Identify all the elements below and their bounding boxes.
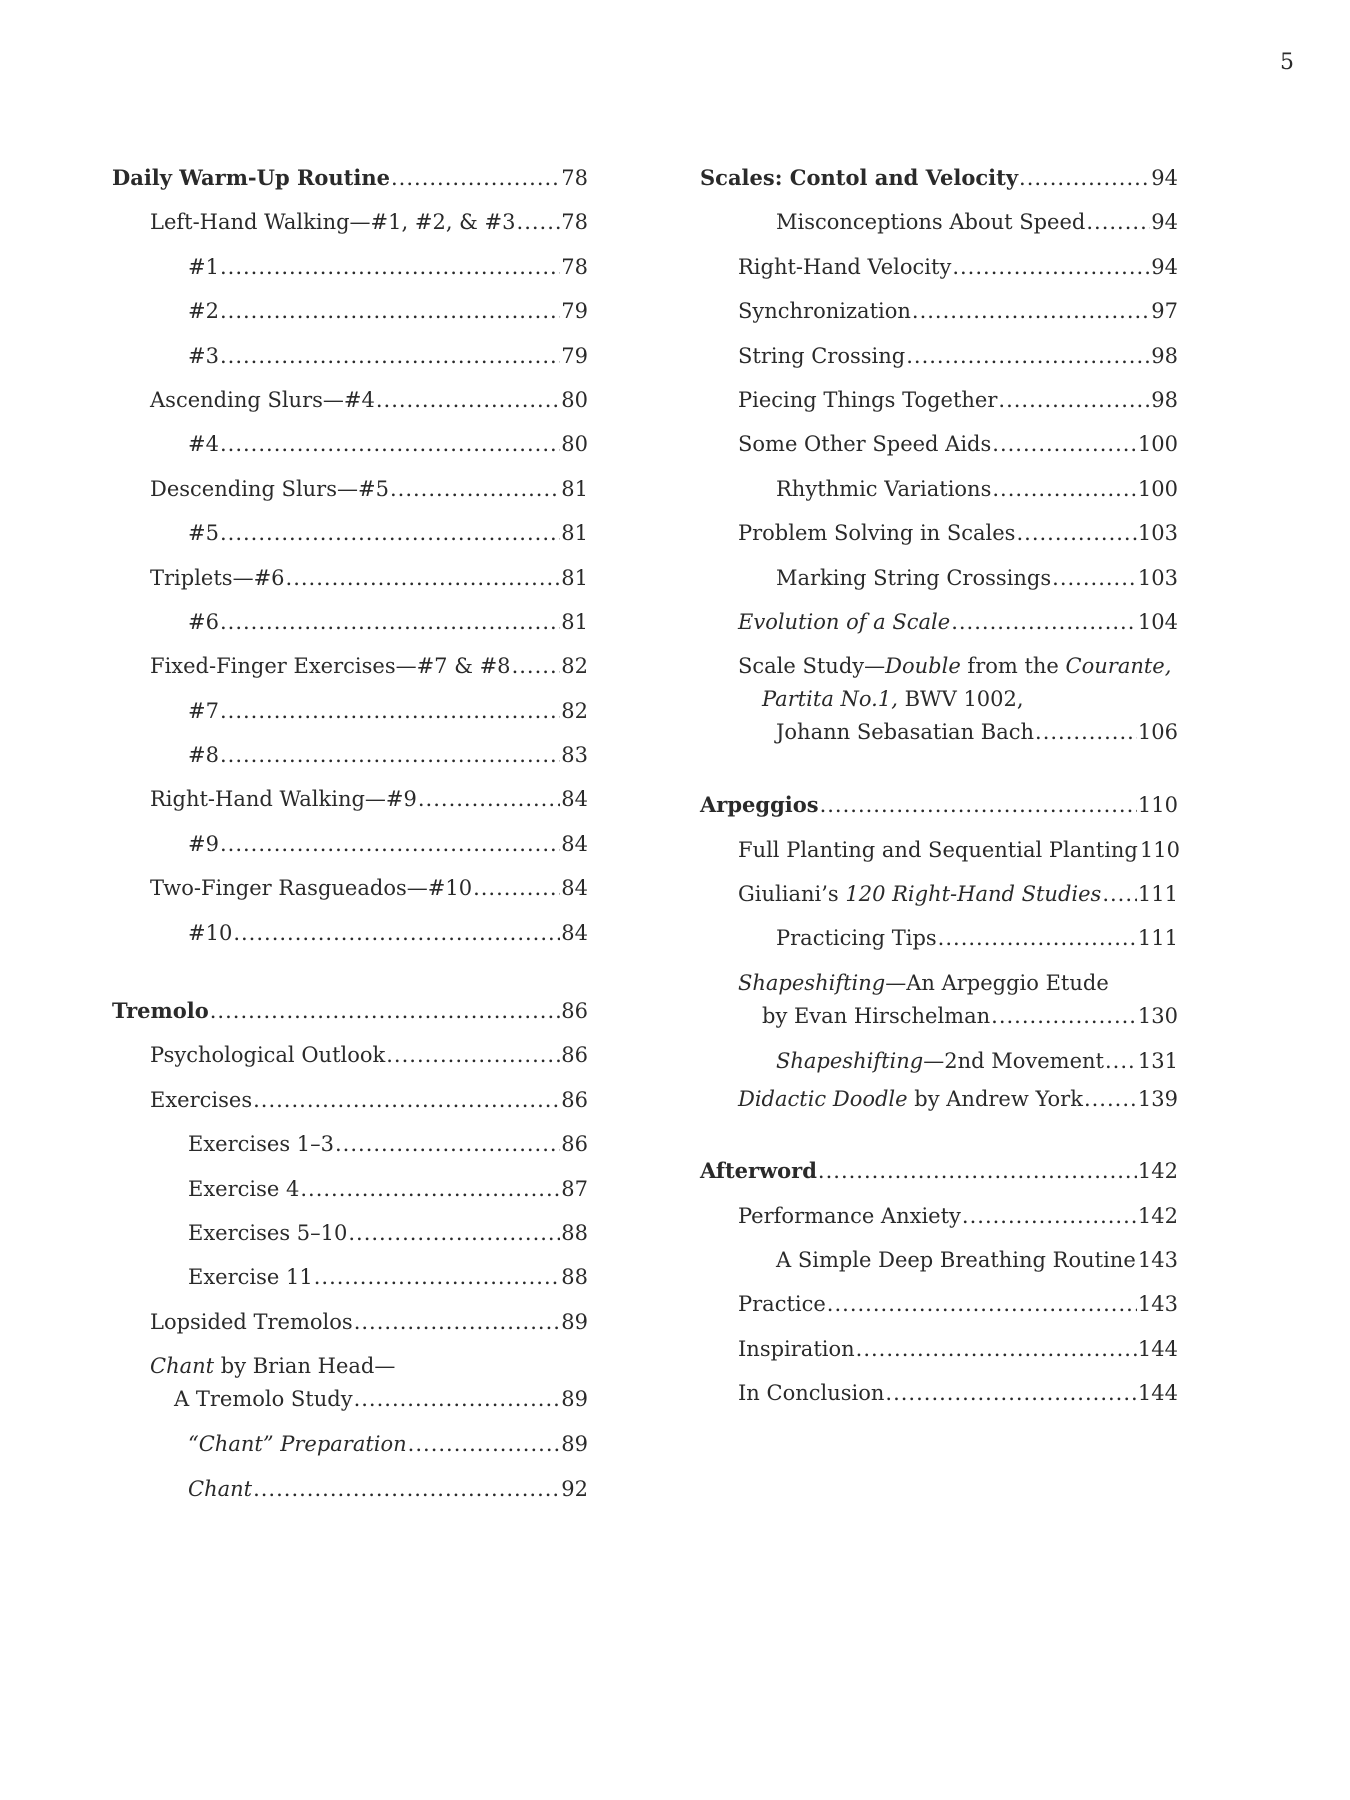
dot-leader	[818, 1149, 1137, 1193]
toc-title: Afterword	[700, 1158, 817, 1184]
toc-title: #3	[188, 343, 219, 368]
toc-page-number: 98	[1151, 343, 1178, 368]
dot-leader	[386, 1033, 560, 1077]
toc-page-number: 82	[561, 698, 588, 723]
toc-title: Psychological Outlook	[150, 1043, 386, 1068]
toc-title: #8	[188, 743, 219, 768]
toc-entry[interactable]	[700, 467, 1178, 511]
toc-title: #1	[188, 254, 219, 279]
toc-page-number: 100	[1137, 476, 1178, 501]
dot-leader	[991, 1000, 1137, 1033]
toc-page-number: 78	[561, 254, 588, 279]
toc-page-number: 142	[1137, 1159, 1178, 1184]
toc-section-heading[interactable]	[700, 1149, 1178, 1193]
toc-page-number: 81	[561, 565, 588, 590]
toc-entry[interactable]	[112, 511, 588, 555]
toc-title: Left-Hand Walking—#1, #2, & #3	[150, 210, 516, 235]
toc-entry[interactable]	[112, 1033, 588, 1077]
toc-page-number: 143	[1137, 1248, 1178, 1273]
dot-leader	[938, 916, 1137, 960]
toc-title-text: BWV 1002,	[897, 687, 1024, 712]
toc-title-text: —2nd Movement	[923, 1048, 1104, 1073]
toc-title-text: —An Arpeggio Etude	[885, 970, 1109, 995]
toc-page-number: 86	[561, 1043, 588, 1068]
dot-leader	[354, 1300, 561, 1344]
toc-title: A Simple Deep Breathing Routine	[776, 1248, 1136, 1273]
toc-entry[interactable]	[112, 200, 588, 244]
toc-title: Marking String Crossings	[776, 565, 1052, 590]
toc-page-number: 81	[561, 521, 588, 546]
toc-title-text: from the	[960, 654, 1066, 679]
toc-page-number: 81	[561, 609, 588, 634]
toc-title: Piecing Things Together	[738, 387, 998, 412]
toc-entry[interactable]	[112, 467, 588, 511]
toc-title-italic: Didactic Doodle	[738, 1087, 908, 1112]
toc-page-number: 82	[561, 654, 588, 679]
toc-entry[interactable]	[112, 1255, 588, 1299]
toc-page-number: 111	[1137, 882, 1178, 907]
toc-entry[interactable]	[112, 378, 588, 422]
dot-leader	[390, 467, 560, 511]
toc-title: Practice	[738, 1292, 826, 1317]
toc-page-number: 80	[561, 387, 588, 412]
dot-leader	[253, 1078, 560, 1122]
dot-leader	[952, 245, 1150, 289]
toc-title: Inspiration	[738, 1336, 855, 1361]
toc-entry[interactable]	[112, 1467, 588, 1511]
toc-entry[interactable]	[700, 200, 1178, 244]
dot-leader	[906, 334, 1150, 378]
toc-entry[interactable]	[112, 1078, 588, 1122]
toc-entry[interactable]	[112, 1300, 588, 1344]
toc-title: #2	[188, 299, 219, 324]
toc-entry[interactable]	[700, 872, 1178, 916]
toc-title: Right-Hand Velocity	[738, 254, 952, 279]
toc-page-number: 84	[561, 831, 588, 856]
toc-right-column	[700, 156, 1178, 1416]
toc-entry[interactable]	[112, 600, 588, 644]
toc-title-text: by Andrew York	[907, 1087, 1083, 1112]
dot-leader	[992, 422, 1137, 466]
toc-title: Ascending Slurs—#4	[150, 387, 375, 412]
toc-title-line	[112, 1350, 588, 1383]
toc-page-number: 106	[1137, 720, 1178, 745]
toc-entry[interactable]	[700, 600, 1178, 644]
toc-entry[interactable]	[700, 556, 1178, 600]
dot-leader	[912, 289, 1150, 333]
dot-leader	[951, 600, 1137, 644]
toc-entry[interactable]	[112, 422, 588, 466]
toc-page-number: 144	[1137, 1336, 1178, 1361]
dot-leader	[220, 422, 560, 466]
toc-page-number: 110	[1139, 837, 1180, 862]
toc-page-number: 86	[561, 1132, 588, 1157]
dot-leader	[354, 1383, 561, 1416]
toc-title: Two-Finger Rasgueados—#10	[150, 876, 473, 901]
dot-leader	[253, 1467, 560, 1511]
toc-page-number: 131	[1137, 1048, 1178, 1073]
toc-page-number: 139	[1137, 1087, 1178, 1112]
toc-page-number: 79	[561, 343, 588, 368]
toc-entry[interactable]	[700, 1371, 1178, 1415]
toc-title: Scales: Contol and Velocity	[700, 165, 1019, 190]
toc-title: Exercise 4	[188, 1176, 300, 1201]
toc-page-number: 111	[1137, 926, 1178, 951]
toc-title: “Chant” Preparation	[188, 1432, 407, 1457]
toc-page-number: 144	[1137, 1381, 1178, 1406]
toc-title: #6	[188, 609, 219, 634]
toc-entry[interactable]	[112, 245, 588, 289]
toc-page-number: 89	[561, 1432, 588, 1457]
toc-page-number: 92	[561, 1476, 588, 1501]
toc-entry[interactable]	[112, 334, 588, 378]
dot-leader	[827, 1282, 1137, 1326]
toc-title: #4	[188, 432, 219, 457]
toc-title-italic: 120 Right-Hand Studies	[845, 882, 1102, 907]
toc-page-number: 89	[561, 1387, 588, 1412]
toc-title: Daily Warm-Up Routine	[112, 165, 390, 190]
toc-entry[interactable]	[700, 245, 1178, 289]
toc-page-number: 88	[561, 1220, 588, 1245]
dot-leader	[517, 200, 561, 244]
toc-entry[interactable]	[700, 1238, 1178, 1282]
toc-section-heading[interactable]	[112, 989, 588, 1033]
toc-page-number: 94	[1151, 210, 1178, 235]
toc-page-number: 110	[1137, 793, 1178, 818]
toc-title: Fixed-Finger Exercises—#7 & #8	[150, 654, 511, 679]
dot-leader	[314, 1255, 561, 1299]
dot-leader	[1086, 200, 1150, 244]
dot-leader	[418, 777, 560, 821]
toc-entry[interactable]	[700, 1039, 1178, 1083]
dot-leader	[473, 866, 560, 910]
toc-page-number: 86	[561, 999, 588, 1024]
toc-title: In Conclusion	[738, 1381, 885, 1406]
dot-leader	[1105, 1039, 1137, 1083]
toc-page-number: 78	[561, 210, 588, 235]
dot-leader	[210, 989, 561, 1033]
dot-leader	[286, 556, 561, 600]
toc-entry-scale-study[interactable]	[700, 650, 1178, 749]
toc-entry[interactable]	[700, 828, 1178, 872]
dot-leader	[220, 689, 560, 733]
toc-title: Exercises 5–10	[188, 1220, 348, 1245]
toc-title: Descending Slurs—#5	[150, 476, 389, 501]
toc-entry[interactable]	[700, 1083, 1178, 1115]
dot-leader	[348, 1211, 560, 1255]
toc-title-italic: Chant	[150, 1354, 215, 1379]
toc-title: A Tremolo Study	[174, 1387, 353, 1412]
toc-page-number: 81	[561, 476, 588, 501]
toc-title-line	[700, 650, 1178, 683]
toc-page-number: 88	[561, 1265, 588, 1290]
toc-page-number: 87	[561, 1176, 588, 1201]
toc-entry[interactable]	[700, 511, 1178, 555]
toc-title: Right-Hand Walking—#9	[150, 787, 417, 812]
toc-page-number: 104	[1137, 609, 1178, 634]
toc-entry[interactable]	[700, 1327, 1178, 1371]
toc-title: #9	[188, 831, 219, 856]
toc-page-number: 143	[1137, 1292, 1178, 1317]
toc-page-number: 86	[561, 1087, 588, 1112]
toc-title: Exercises 1–3	[188, 1132, 334, 1157]
toc-title: Exercise 11	[188, 1265, 313, 1290]
dot-leader	[1052, 556, 1137, 600]
toc-title-text: Giuliani’s	[738, 882, 846, 907]
toc-title: Full Planting and Sequential Planting	[738, 837, 1138, 862]
toc-title: #5	[188, 521, 219, 546]
dot-leader	[408, 1422, 561, 1466]
toc-page-number: 84	[561, 787, 588, 812]
toc-title: Triplets—#6	[150, 565, 285, 590]
toc-entry[interactable]	[700, 378, 1178, 422]
dot-leader	[391, 156, 560, 200]
toc-page-number: 97	[1151, 299, 1178, 324]
toc-title: Johann Sebasatian Bach	[776, 720, 1035, 745]
toc-title: Exercises	[150, 1087, 253, 1112]
dot-leader	[220, 289, 560, 333]
toc-page-number: 98	[1151, 387, 1178, 412]
toc-title: Chant	[188, 1476, 253, 1501]
toc-entry-shapeshifting[interactable]	[700, 967, 1178, 1033]
dot-leader	[998, 378, 1150, 422]
toc-title-text: by Brian Head—	[214, 1354, 396, 1379]
dot-leader	[512, 644, 561, 688]
dot-leader	[1019, 156, 1150, 200]
toc-title: Misconceptions About Speed	[776, 210, 1086, 235]
toc-title: #10	[188, 920, 233, 945]
toc-page-number: 89	[561, 1309, 588, 1334]
toc-title: Arpeggios	[700, 792, 819, 818]
dot-leader	[220, 334, 560, 378]
dot-leader	[992, 467, 1137, 511]
dot-leader	[220, 600, 560, 644]
toc-entry[interactable]	[112, 289, 588, 333]
dot-leader	[1084, 1083, 1137, 1115]
toc-entry[interactable]	[112, 822, 588, 866]
toc-page-number: 130	[1137, 1003, 1178, 1028]
toc-title: Some Other Speed Aids	[738, 432, 992, 457]
toc-entry[interactable]	[112, 866, 588, 910]
toc-title: Rhythmic Variations	[776, 476, 992, 501]
toc-title: Problem Solving in Scales	[738, 521, 1016, 546]
toc-title-line	[700, 967, 1178, 1000]
toc-title-italic: Courante,	[1065, 654, 1172, 679]
page-number: 5	[1280, 50, 1294, 75]
toc-title-line	[700, 683, 1178, 716]
toc-entry[interactable]	[700, 334, 1178, 378]
toc-entry[interactable]	[112, 1422, 588, 1466]
toc-title: Practicing Tips	[776, 926, 937, 951]
toc-page-number: 142	[1137, 1203, 1178, 1228]
toc-entry[interactable]	[700, 916, 1178, 960]
toc-section-heading[interactable]	[700, 783, 1178, 827]
toc-entry[interactable]	[112, 911, 588, 955]
toc-page-number: 103	[1137, 565, 1178, 590]
toc-entry[interactable]	[112, 689, 588, 733]
toc-title: Tremolo	[112, 998, 209, 1024]
dot-leader	[1016, 511, 1136, 555]
toc-entry-continuation	[700, 716, 1178, 749]
toc-title: #7	[188, 698, 219, 723]
toc-title: Performance Anxiety	[738, 1203, 961, 1228]
toc-entry[interactable]	[112, 1122, 588, 1166]
dot-leader	[962, 1194, 1137, 1238]
toc-entry[interactable]	[112, 556, 588, 600]
dot-leader	[376, 378, 560, 422]
toc-page-number: 84	[561, 920, 588, 945]
toc-entry[interactable]	[112, 733, 588, 777]
toc-entry[interactable]	[700, 1282, 1178, 1326]
toc-page-number: 100	[1137, 432, 1178, 457]
dot-leader	[220, 511, 560, 555]
toc-left-column	[112, 156, 588, 1511]
dot-leader	[885, 1371, 1137, 1415]
toc-page-number: 80	[561, 432, 588, 457]
dot-leader	[233, 911, 560, 955]
dot-leader	[300, 1167, 560, 1211]
toc-page-number: 78	[561, 166, 588, 190]
toc-page-number: 103	[1137, 521, 1178, 546]
toc-section-heading[interactable]	[112, 156, 588, 200]
toc-title: Synchronization	[738, 299, 911, 324]
toc-entry[interactable]	[112, 1211, 588, 1255]
toc-title: by Evan Hirschelman	[762, 1003, 991, 1028]
toc-entry[interactable]	[112, 777, 588, 821]
toc-entry[interactable]	[112, 1167, 588, 1211]
toc-title-text: Scale Study—	[738, 654, 886, 679]
toc-title-italic: Partita No.1,	[762, 687, 898, 712]
toc-title-italic: Shapeshifting	[776, 1048, 924, 1073]
toc-page-number: 94	[1151, 166, 1178, 190]
toc-page-number: 79	[561, 299, 588, 324]
dot-leader	[220, 733, 560, 777]
dot-leader	[856, 1327, 1137, 1371]
toc-title-italic: Double	[885, 654, 961, 679]
toc-entry[interactable]	[700, 422, 1178, 466]
toc-section-heading[interactable]	[700, 156, 1178, 200]
toc-title: Evolution of a Scale	[738, 609, 951, 634]
toc-entry-chant[interactable]	[112, 1350, 588, 1416]
toc-page-number: 94	[1151, 254, 1178, 279]
toc-entry[interactable]	[112, 644, 588, 688]
dot-leader	[1035, 716, 1137, 749]
toc-entry[interactable]	[700, 289, 1178, 333]
toc-page-number: 83	[561, 743, 588, 768]
toc-page-number: 84	[561, 876, 588, 901]
toc-title: Lopsided Tremolos	[150, 1309, 353, 1334]
toc-entry-continuation	[700, 1000, 1178, 1033]
toc-entry-continuation	[112, 1383, 588, 1416]
dot-leader	[220, 245, 560, 289]
dot-leader	[220, 822, 560, 866]
dot-leader	[820, 783, 1137, 827]
dot-leader	[1102, 872, 1137, 916]
toc-title-italic: Shapeshifting	[738, 970, 886, 995]
toc-entry[interactable]	[700, 1194, 1178, 1238]
toc-title: String Crossing	[738, 343, 906, 368]
dot-leader	[335, 1122, 560, 1166]
